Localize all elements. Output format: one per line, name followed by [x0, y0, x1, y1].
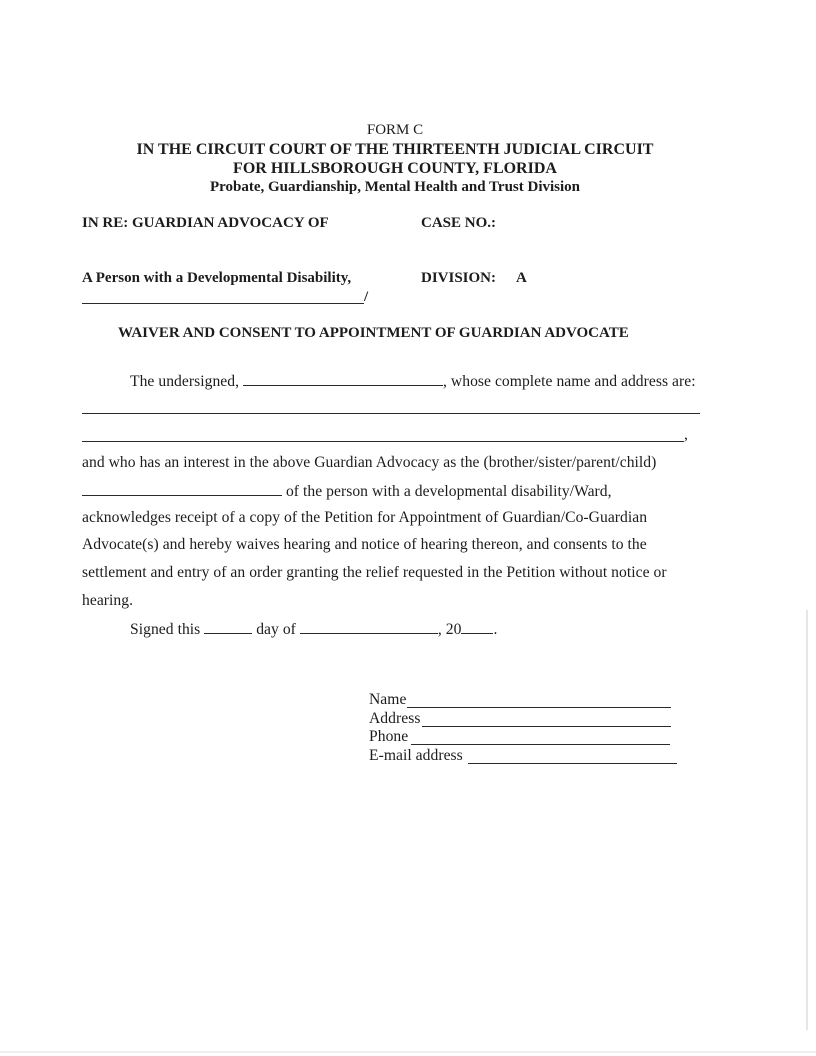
undersigned-prefix: The undersigned, — [130, 373, 240, 390]
phone-label: Phone — [369, 728, 409, 745]
signature-address-line — [422, 726, 671, 727]
body-line-3: acknowledges receipt of a copy of the Petition for Appointment of Guardian/Co-Guardian — [82, 509, 648, 526]
scan-edge-right — [806, 610, 808, 1030]
in-re-caption: IN RE: GUARDIAN ADVOCACY OF — [82, 215, 329, 231]
address-line-comma: , — [684, 426, 688, 443]
email-label: E-mail address — [369, 747, 463, 764]
body-line-5: settlement and entry of an order granting the relief requested in the Petition without notice or — [82, 564, 667, 581]
ward-name-line — [82, 303, 364, 304]
scan-edge-bottom — [0, 1051, 816, 1053]
relation-blank — [82, 481, 282, 496]
person-caption: A Person with a Developmental Disability, — [82, 270, 352, 286]
undersigned-name-blank — [243, 371, 443, 386]
relation-suffix: of the person with a developmental disability/Ward, — [285, 483, 612, 500]
address-line-2 — [82, 441, 684, 442]
form-label: FORM C — [366, 122, 424, 138]
signed-line — [130, 619, 497, 639]
name-line — [407, 707, 671, 708]
undersigned-line — [130, 371, 696, 391]
signed-month-blank — [300, 619, 438, 634]
signed-year-prefix: , 20 — [437, 621, 462, 638]
phone-line — [411, 744, 670, 745]
address-line-1 — [82, 413, 700, 414]
signed-year-blank — [461, 619, 493, 634]
division-line: Probate, Guardianship, Mental Health and Trust Division — [209, 179, 581, 195]
interest-line: and who has an interest in the above Guardian Advocacy as the (brother/sister/parent/child) — [82, 454, 657, 471]
undersigned-suffix: , whose complete name and address are: — [443, 373, 696, 390]
division-value: A — [516, 270, 527, 286]
case-no-label: CASE NO.: — [421, 215, 497, 231]
caption-slash: / — [364, 289, 369, 305]
body-line-4: Advocate(s) and hereby waives hearing and notice of hearing thereon, and consents to the — [82, 536, 647, 553]
signed-day-blank — [204, 619, 252, 634]
relation-line — [82, 481, 612, 501]
body-line-6: hearing. — [82, 592, 134, 609]
signed-period: . — [493, 621, 498, 638]
court-line: IN THE CIRCUIT COURT OF THE THIRTEENTH JUDICIAL CIRCUIT — [136, 141, 654, 158]
email-line — [468, 763, 677, 764]
address-label: Address — [369, 710, 421, 727]
signed-prefix: Signed this — [130, 621, 201, 638]
county-line: FOR HILLSBOROUGH COUNTY, FLORIDA — [233, 160, 557, 177]
division-label: DIVISION: — [421, 270, 497, 286]
signed-day-of: day of — [256, 621, 296, 638]
document-title: WAIVER AND CONSENT TO APPOINTMENT OF GUARDIAN ADVOCATE — [118, 325, 629, 341]
name-label: Name — [369, 691, 407, 708]
